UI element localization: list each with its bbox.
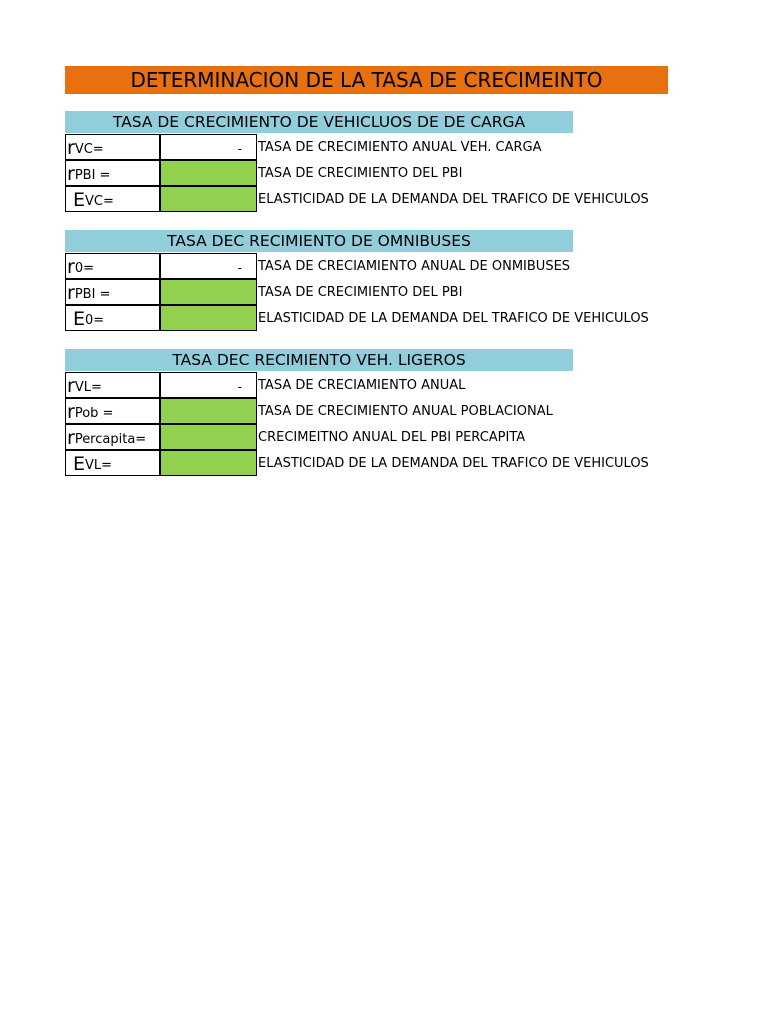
label-cell-r-vl[interactable]: [65, 372, 160, 398]
description: TASA DE CRECIAMIENTO ANUAL DE ONMIBUSES: [258, 259, 571, 274]
description: TASA DE CRECIMIENTO DEL PBI: [258, 166, 463, 181]
description: ELASTICIDAD DE LA DEMANDA DEL TRAFICO DE VEHICULOS: [258, 311, 649, 326]
section-header-ligeros: TASA DEC RECIMIENTO VEH. LIGEROS: [65, 349, 573, 371]
description: TASA DE CRECIAMIENTO ANUAL: [258, 378, 466, 393]
label-cell-r-pbi-2[interactable]: [65, 279, 160, 305]
label-cell-r-vc[interactable]: [65, 134, 160, 160]
symbol-sub: VL=: [74, 380, 102, 395]
symbol-sub: VC=: [74, 142, 104, 157]
symbol-sub: 0=: [74, 261, 94, 276]
description: CRECIMEITNO ANUAL DEL PBI PERCAPITA: [258, 430, 526, 445]
label-cell-e-0[interactable]: [65, 305, 160, 331]
symbol-sub: Pob =: [74, 406, 114, 421]
description: TASA DE CRECIMIENTO ANUAL VEH. CARGA: [258, 140, 542, 155]
symbol: r: [67, 282, 75, 304]
description: ELASTICIDAD DE LA DEMANDA DEL TRAFICO DE VEHICULOS: [258, 456, 649, 471]
symbol: E: [73, 453, 86, 475]
value-cell-r-vl[interactable]: -: [160, 372, 257, 398]
symbol: r: [67, 401, 75, 423]
value-cell-r-0[interactable]: -: [160, 253, 257, 279]
symbol: E: [73, 189, 86, 211]
symbol-sub: PBI =: [74, 168, 111, 183]
symbol-sub: VC=: [85, 194, 114, 209]
description: TASA DE CRECIMIENTO ANUAL POBLACIONAL: [258, 404, 553, 419]
symbol: r: [67, 137, 75, 159]
symbol: E: [73, 308, 86, 330]
section-header-omnibuses: TASA DEC RECIMIENTO DE OMNIBUSES: [65, 230, 573, 252]
symbol: r: [67, 427, 75, 449]
label-cell-r-pbi[interactable]: [65, 160, 160, 186]
label-cell-e-vl[interactable]: [65, 450, 160, 476]
label-cell-r-0[interactable]: [65, 253, 160, 279]
value-cell-r-pbi-2[interactable]: [160, 279, 257, 305]
section-header-carga: TASA DE CRECIMIENTO DE VEHICLUOS DE DE CARGA: [65, 111, 573, 133]
label-cell-e-vc[interactable]: [65, 186, 160, 212]
symbol-sub: PBI =: [74, 287, 111, 302]
value-cell-r-vc[interactable]: -: [160, 134, 257, 160]
symbol: r: [67, 375, 75, 397]
value-cell-e-vc[interactable]: [160, 186, 257, 212]
value-cell-r-percapita[interactable]: [160, 424, 257, 450]
label-cell-r-percapita[interactable]: [65, 424, 160, 450]
value-cell-e-0[interactable]: [160, 305, 257, 331]
value-cell-r-pob[interactable]: [160, 398, 257, 424]
symbol-sub: 0=: [85, 313, 105, 328]
description: ELASTICIDAD DE LA DEMANDA DEL TRAFICO DE VEHICULOS: [258, 192, 649, 207]
symbol: r: [67, 163, 75, 185]
symbol-sub: Percapita=: [74, 432, 147, 447]
description: TASA DE CRECIMIENTO DEL PBI: [258, 285, 463, 300]
value-cell-e-vl[interactable]: [160, 450, 257, 476]
symbol-sub: VL=: [85, 458, 113, 473]
sheet-title: DETERMINACION DE LA TASA DE CRECIMEINTO: [65, 66, 668, 94]
symbol: r: [67, 256, 75, 278]
label-cell-r-pob[interactable]: [65, 398, 160, 424]
value-cell-r-pbi[interactable]: [160, 160, 257, 186]
